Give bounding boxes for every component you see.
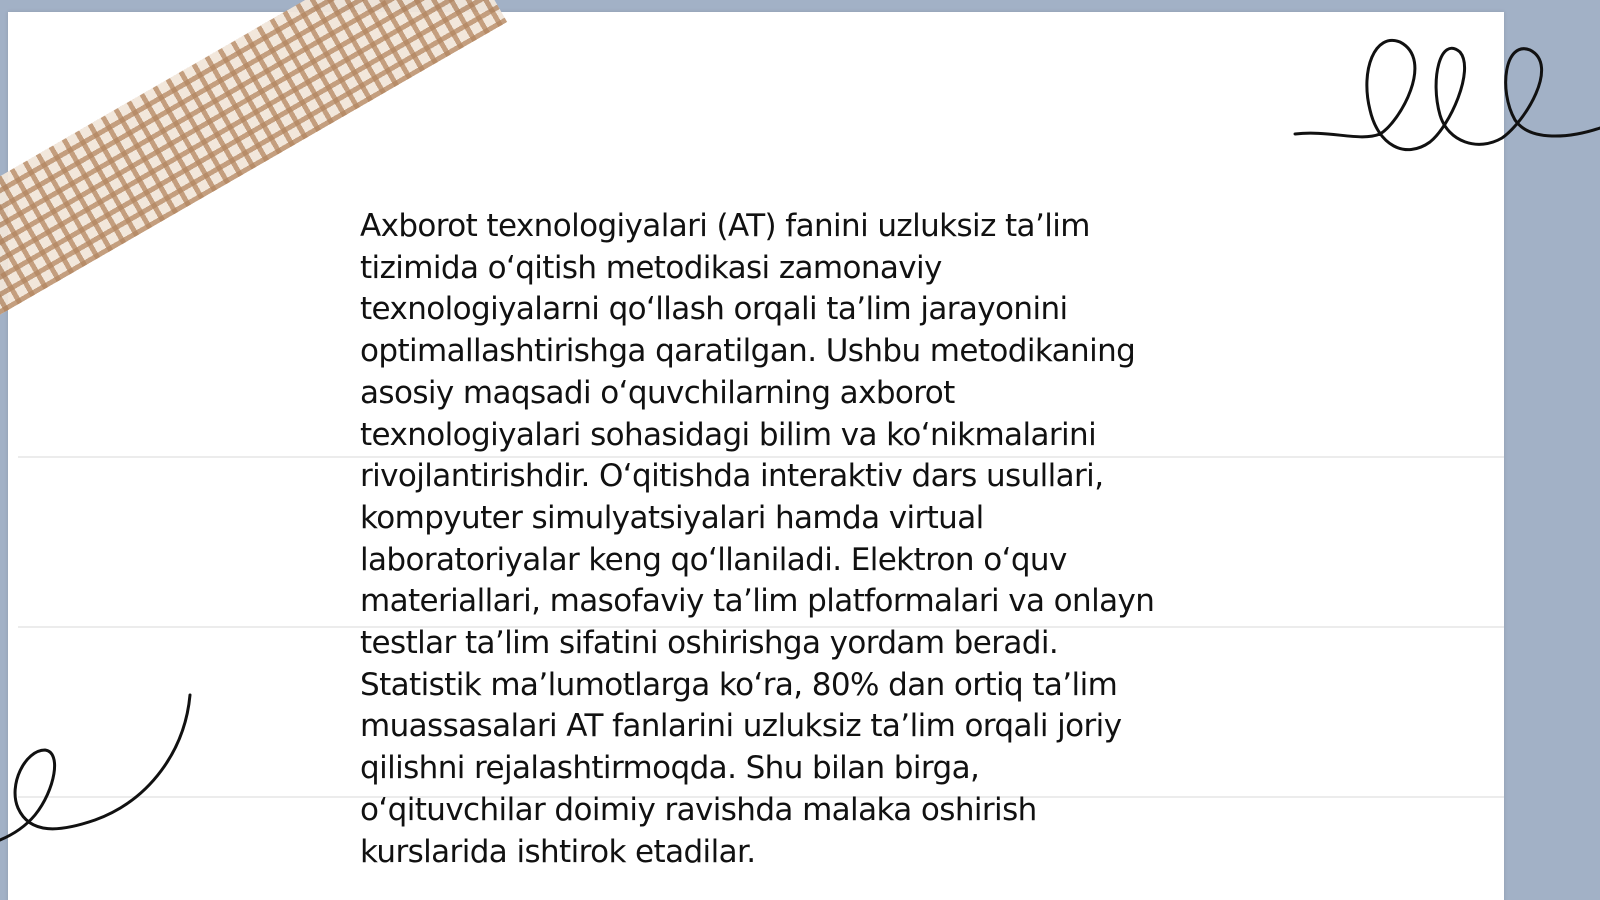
paragraph-line: laboratoriyalar keng qo‘llaniladi. Elektron o‘quv	[360, 541, 1067, 578]
paragraph-line: texnologiyalarni qo‘llash orqali ta’lim jarayonini	[360, 291, 1068, 328]
paragraph-line: qilishni rejalashtirmoqda. Shu bilan birga,	[360, 750, 980, 787]
paragraph-line: muassasalari AT fanlarini uzluksiz ta’lim orqali joriy	[360, 708, 1122, 745]
paragraph-line: testlar ta’lim sifatini oshirishga yordam beradi.	[360, 625, 1059, 662]
paragraph-line: o‘qituvchilar doimiy ravishda malaka oshirish	[360, 791, 1037, 828]
paragraph-line: materiallari, masofaviy ta’lim platformalari va onlayn	[360, 583, 1155, 620]
paragraph-line: kurslarida ishtirok etadilar.	[360, 833, 756, 870]
body-paragraph	[360, 206, 1220, 873]
paragraph-line: rivojlantirishdir. O‘qitishda interaktiv dars usullari,	[360, 458, 1104, 495]
paragraph-line: texnologiyalari sohasidagi bilim va ko‘nikmalarini	[360, 416, 1097, 453]
paragraph-line: tizimida o‘qitish metodikasi zamonaviy	[360, 249, 942, 286]
paragraph-line: asosiy maqsadi o‘quvchilarning axborot	[360, 374, 955, 411]
paragraph-line: Axborot texnologiyalari (AT) fanini uzluksiz ta’lim	[360, 208, 1090, 244]
loop-stroke-icon	[0, 690, 200, 850]
paragraph-line: kompyuter simulyatsiyalari hamda virtual	[360, 499, 984, 536]
paragraph-line: optimallashtirishga qaratilgan. Ushbu metodikaning	[360, 333, 1136, 370]
paragraph-line: Statistik ma’lumotlarga ko‘ra, 80% dan ortiq ta’lim	[360, 666, 1118, 703]
loop-squiggle-icon	[1290, 30, 1600, 170]
